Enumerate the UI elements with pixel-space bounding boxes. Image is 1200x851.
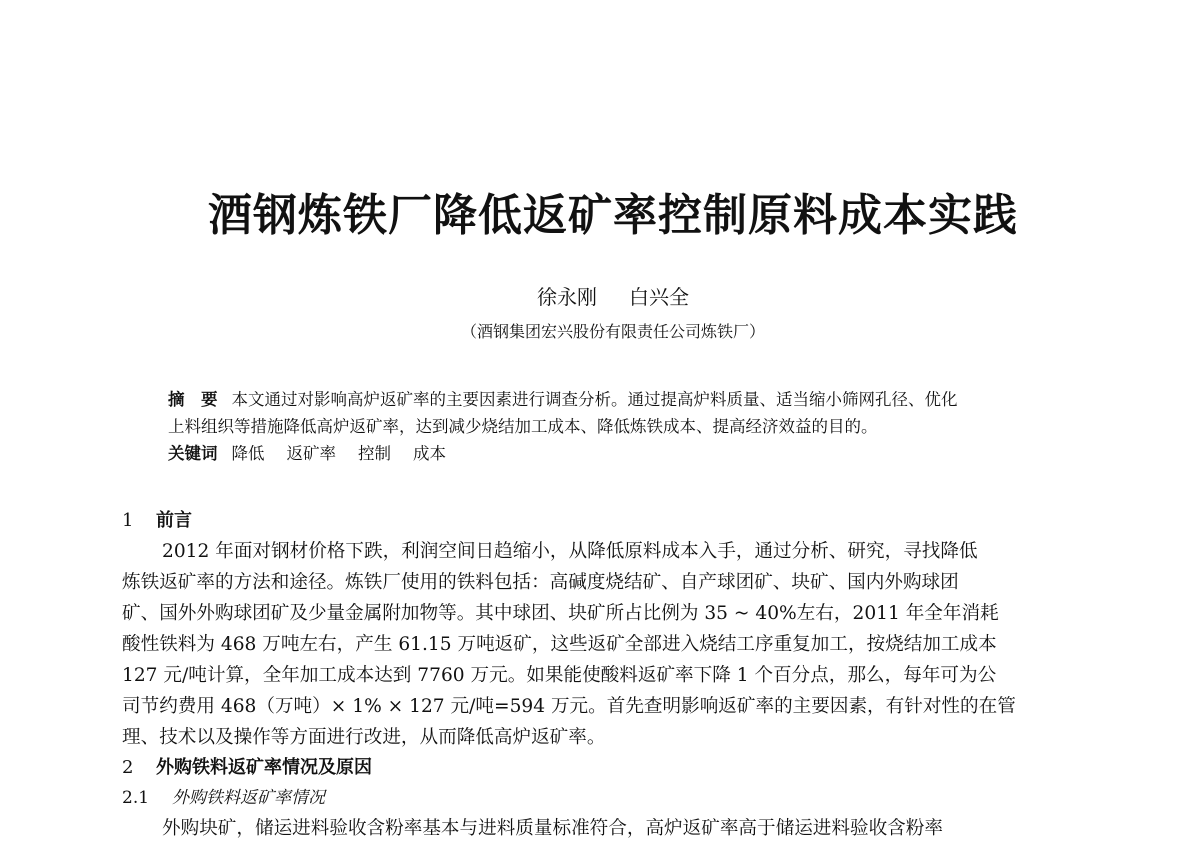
paragraph-line: 矿、国外外购球团矿及少量金属附加物等。其中球团、块矿所占比例为 35 ~ 40%左右，2011 年全年消耗 <box>122 603 999 624</box>
abstract-text: 本文通过对影响高炉返矿率的主要因素进行调查分析。通过提高炉料质量、适当缩小筛网孔径、优化 <box>231 390 958 409</box>
subsection-number: 2.1 <box>122 788 150 808</box>
paragraph-line: 2012 年面对钢材价格下跌，利润空间日趋缩小，从降低原料成本入手，通过分析、研究，寻找降低 <box>162 541 978 562</box>
section-heading-2 <box>122 753 1107 783</box>
body-text <box>122 506 1107 844</box>
author-list <box>0 283 1200 311</box>
keyword: 成本 <box>413 444 446 463</box>
paragraph-line: 炼铁返矿率的方法和途径。炼铁厂使用的铁料包括：高碱度烧结矿、自产球团矿、块矿、国内外购球团 <box>122 572 959 593</box>
subsection-heading-2-1 <box>122 783 1107 813</box>
author-affiliation: （酒钢集团宏兴股份有限责任公司炼铁厂） <box>460 322 765 341</box>
author-name: 白兴全 <box>629 285 689 309</box>
abstract-block <box>168 386 1068 467</box>
keyword: 控制 <box>358 444 391 463</box>
keyword: 降低 <box>231 444 265 463</box>
section-number: 1 <box>122 510 134 531</box>
section-title: 前言 <box>156 510 192 531</box>
paper-title: 酒钢炼铁厂降低返矿率控制原料成本实践 <box>208 190 1018 241</box>
abstract-text: 上料组织等措施降低高炉返矿率，达到减少烧结加工成本、降低炼铁成本、提高经济效益的目的。 <box>168 417 878 436</box>
section-title: 外购铁料返矿率情况及原因 <box>156 757 372 778</box>
paragraph-line: 外购块矿，储运进料验收含粉率基本与进料质量标准符合，高炉返矿率高于储运进料验收含粉率 <box>162 818 943 839</box>
author-name: 徐永刚 <box>537 285 597 309</box>
paragraph-line: 酸性铁料为 468 万吨左右，产生 61.15 万吨返矿，这些返矿全部进入烧结工序重复加工，按烧结加工成本 <box>122 634 997 655</box>
subsection-title: 外购铁料返矿率情况 <box>172 788 325 808</box>
abstract-line <box>168 386 1068 413</box>
paragraph-line: 司节约费用 468（万吨）× 1% × 127 元/吨=594 万元。首先查明影响返矿率的主要因素，有针对性的在管 <box>122 696 1016 717</box>
keyword: 返矿率 <box>286 444 336 463</box>
abstract-label: 摘 要 <box>168 390 218 409</box>
paragraph-line: 理、技术以及操作等方面进行改进，从而降低高炉返矿率。 <box>122 727 606 748</box>
paragraph-2-1 <box>122 813 1107 844</box>
section-number: 2 <box>122 757 134 778</box>
section-heading-1 <box>122 506 1107 536</box>
keywords-label: 关键词 <box>168 444 218 463</box>
paragraph-line: 127 元/吨计算，全年加工成本达到 7760 万元。如果能使酸料返矿率下降 1 个百分点，那么，每年可为公 <box>122 665 997 686</box>
keywords-line <box>168 440 1068 467</box>
abstract-line <box>168 413 1068 440</box>
paragraph-intro <box>122 536 1107 753</box>
